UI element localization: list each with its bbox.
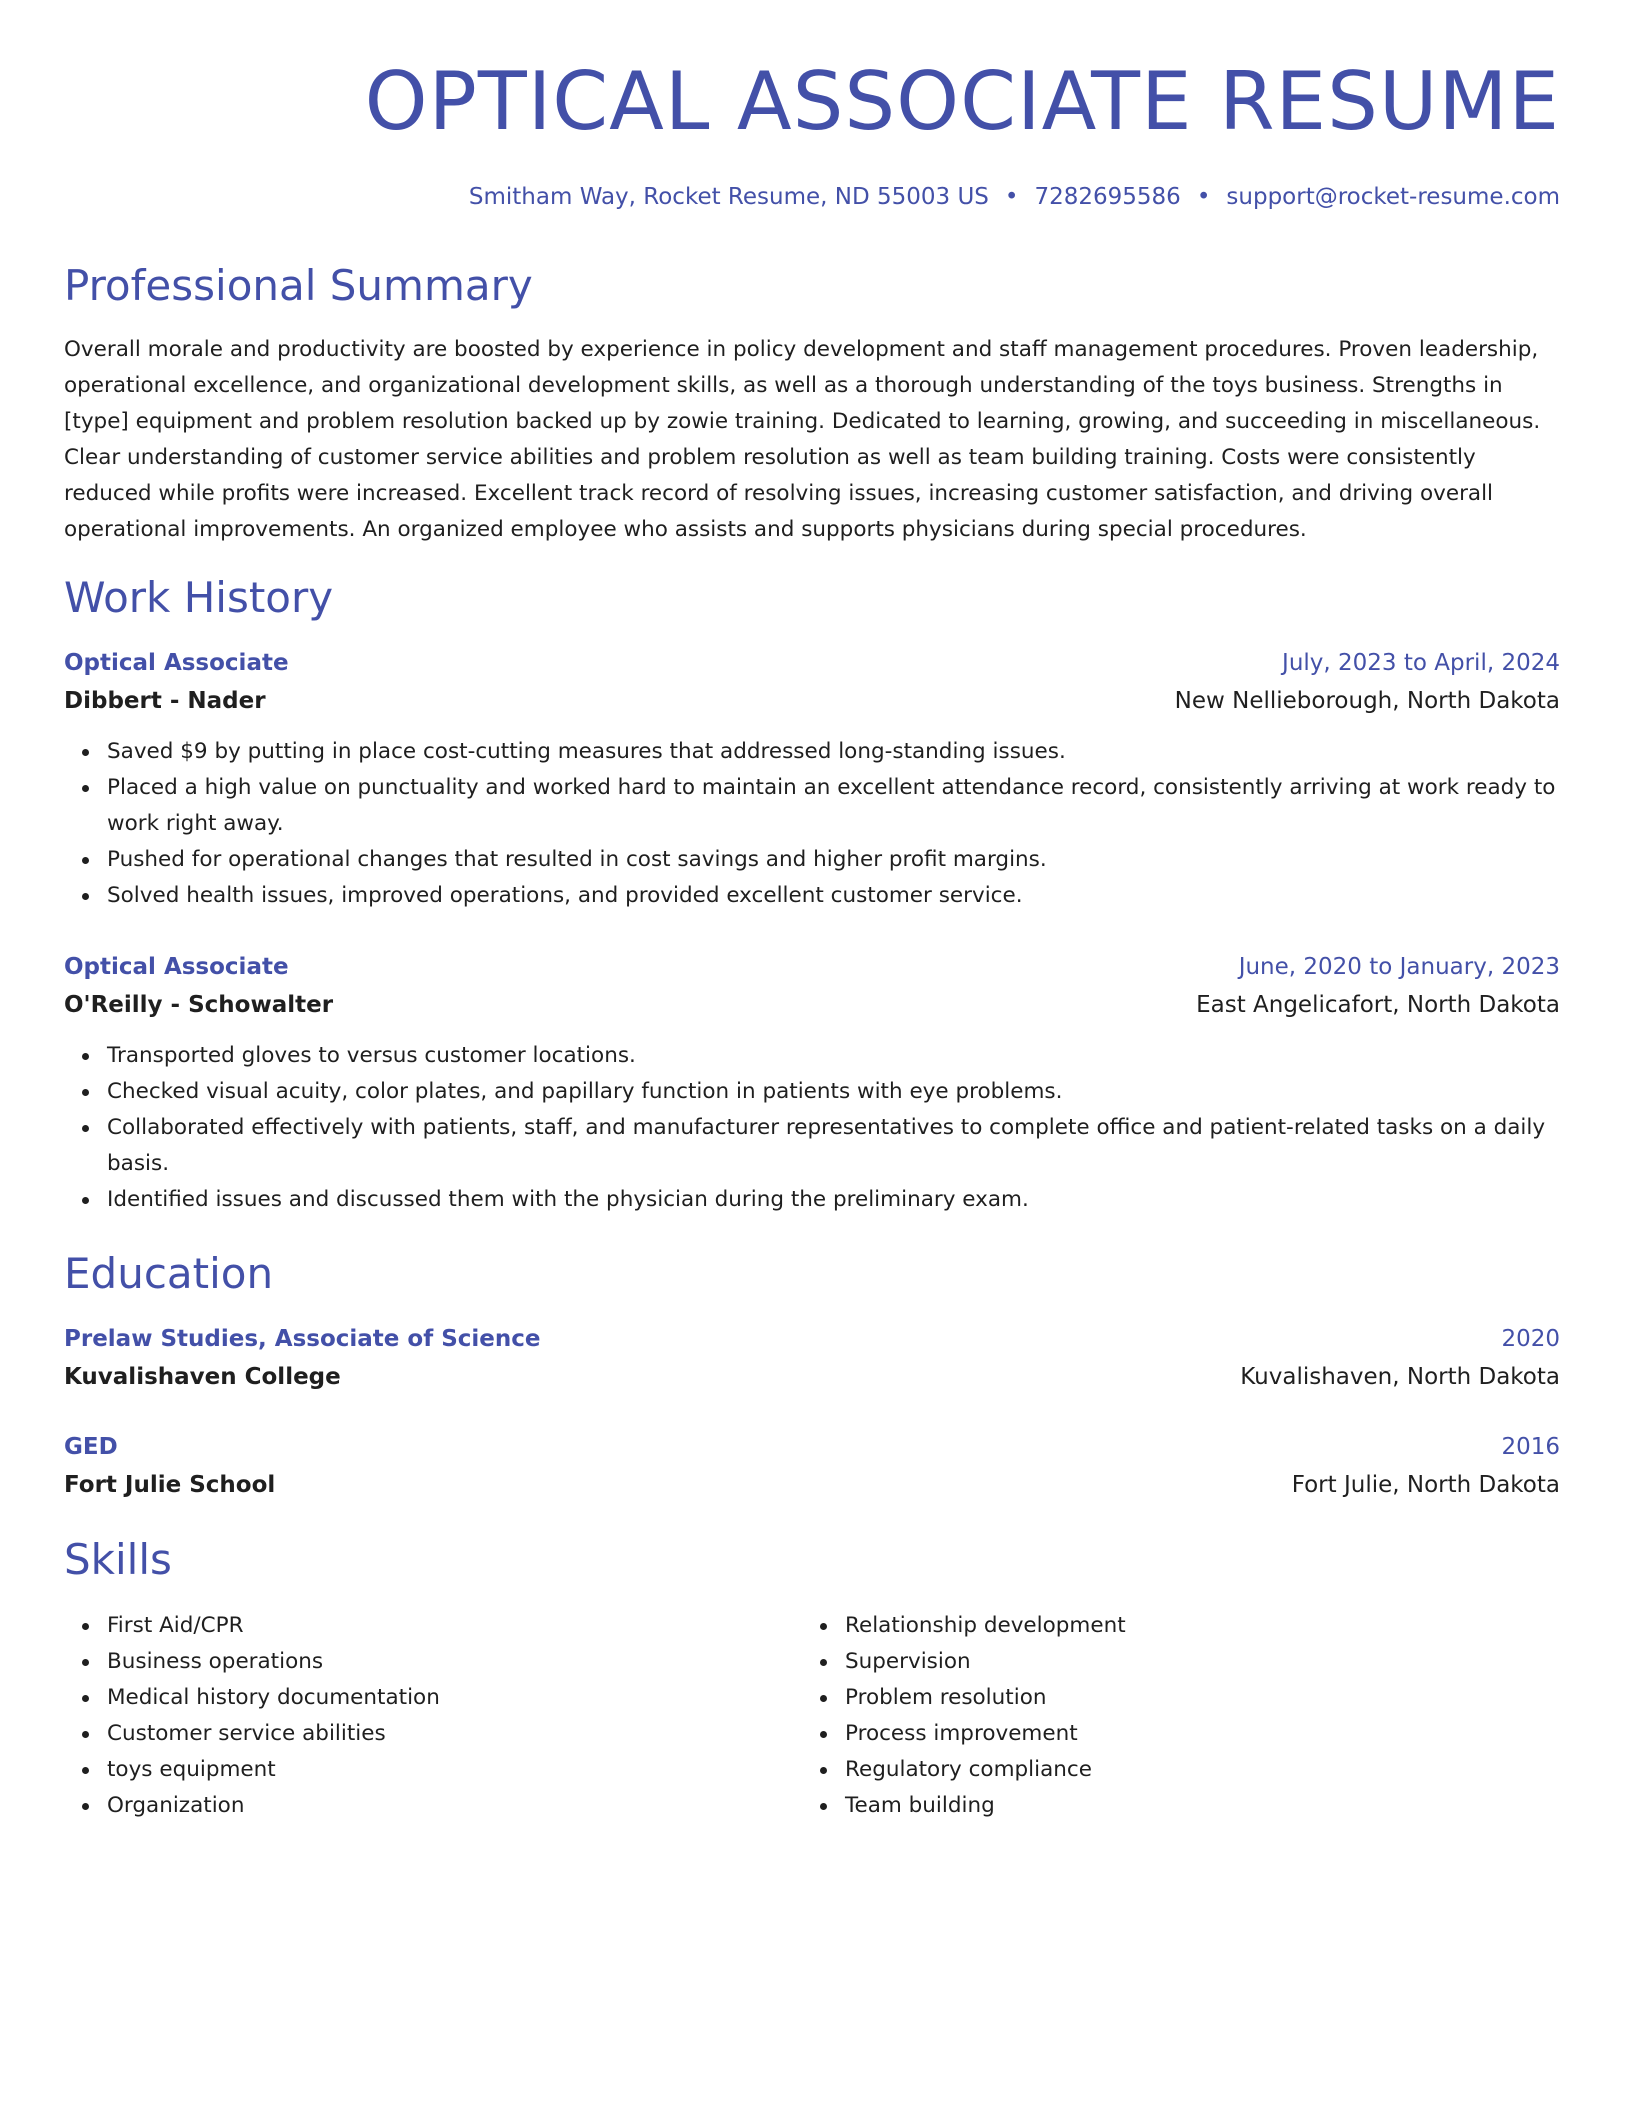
job-dates: July, 2023 to April, 2024 bbox=[1282, 650, 1560, 676]
skill-item: Medical history documentation bbox=[107, 1680, 764, 1716]
skills-heading: Skills bbox=[64, 1535, 172, 1584]
education-year: 2020 bbox=[1501, 1326, 1560, 1352]
contact-line bbox=[469, 180, 1560, 214]
job-company-row bbox=[64, 986, 1560, 1024]
education-entry bbox=[64, 1428, 1560, 1504]
education-heading: Education bbox=[64, 1249, 274, 1298]
job-title: Optical Associate bbox=[64, 954, 289, 980]
job-company: Dibbert - Nader bbox=[64, 688, 266, 714]
job-duties-list bbox=[64, 734, 1560, 914]
job-entry bbox=[64, 644, 1560, 914]
job-duty-item: Solved health issues, improved operations, and provided excellent customer service. bbox=[107, 878, 1560, 914]
education-entry bbox=[64, 1320, 1560, 1396]
work-history-heading: Work History bbox=[64, 573, 334, 622]
education-school-row bbox=[64, 1466, 1560, 1504]
skill-item: Problem resolution bbox=[845, 1680, 1502, 1716]
summary-heading: Professional Summary bbox=[64, 261, 533, 310]
skill-item: Process improvement bbox=[845, 1716, 1502, 1752]
job-header-row bbox=[64, 644, 1560, 682]
contact-email: support@rocket-resume.com bbox=[1226, 184, 1560, 210]
job-duty-item: Saved $9 by putting in place cost-cutting measures that addressed long-standing issues. bbox=[107, 734, 1560, 770]
job-dates: June, 2020 to January, 2023 bbox=[1238, 954, 1560, 980]
job-duty-item: Checked visual acuity, color plates, and papillary function in patients with eye problems. bbox=[107, 1074, 1560, 1110]
job-header-row bbox=[64, 948, 1560, 986]
contact-separator: • bbox=[1004, 184, 1019, 210]
skill-item: Team building bbox=[845, 1788, 1502, 1824]
job-location: New Nellieborough, North Dakota bbox=[1174, 688, 1560, 714]
contact-phone: 7282695586 bbox=[1034, 184, 1181, 210]
education-degree: Prelaw Studies, Associate of Science bbox=[64, 1326, 541, 1352]
education-school: Fort Julie School bbox=[64, 1472, 276, 1498]
skill-item: Regulatory compliance bbox=[845, 1752, 1502, 1788]
education-school-row bbox=[64, 1358, 1560, 1396]
education-school: Kuvalishaven College bbox=[64, 1364, 341, 1390]
education-year: 2016 bbox=[1501, 1434, 1560, 1460]
skills-column-right bbox=[802, 1608, 1502, 1824]
skills-column-left bbox=[64, 1608, 764, 1824]
job-title: Optical Associate bbox=[64, 650, 289, 676]
education-header-row bbox=[64, 1320, 1560, 1358]
skill-item: toys equipment bbox=[107, 1752, 764, 1788]
job-duty-item: Collaborated effectively with patients, staff, and manufacturer representatives to complete office and patient-related tasks on a daily basis. bbox=[107, 1110, 1560, 1182]
skill-item: Organization bbox=[107, 1788, 764, 1824]
skill-item: Relationship development bbox=[845, 1608, 1502, 1644]
job-duty-item: Placed a high value on punctuality and worked hard to maintain an excellent attendance record, consistently arriving at work ready to work right away. bbox=[107, 770, 1560, 842]
contact-address: Smitham Way, Rocket Resume, ND 55003 US bbox=[468, 184, 989, 210]
contact-separator: • bbox=[1196, 184, 1211, 210]
education-degree: GED bbox=[64, 1434, 118, 1460]
education-location: Kuvalishaven, North Dakota bbox=[1240, 1364, 1560, 1390]
education-header-row bbox=[64, 1428, 1560, 1466]
job-company: O'Reilly - Schowalter bbox=[64, 992, 334, 1018]
job-company-row bbox=[64, 682, 1560, 720]
job-location: East Angelicafort, North Dakota bbox=[1196, 992, 1560, 1018]
skills-list bbox=[64, 1608, 764, 1824]
job-entry bbox=[64, 948, 1560, 1218]
skills-list bbox=[802, 1608, 1502, 1824]
skill-item: Business operations bbox=[107, 1644, 764, 1680]
job-duty-item: Transported gloves to versus customer locations. bbox=[107, 1038, 1560, 1074]
education-location: Fort Julie, North Dakota bbox=[1291, 1472, 1560, 1498]
job-duties-list bbox=[64, 1038, 1560, 1218]
summary-text: Overall morale and productivity are boosted by experience in policy development and staff management procedures. Proven leadership, operational excellence, and organizational development skills, as well as a thorough understanding of the toys business. Strengths in [type] equipment and problem resolution backed up by zowie training. Dedicated to learning, growing, and succeeding in miscellaneous. Clear understanding of customer service abilities and problem resolution as well as team building training. Costs were consistently reduced while profits were increased. Excellent track record of resolving issues, increasing customer satisfaction, and driving overall operational improvements. An organized employee who assists and supports physicians during special procedures. bbox=[64, 337, 1541, 542]
job-duty-item: Identified issues and discussed them with the physician during the preliminary exam. bbox=[107, 1182, 1560, 1218]
skill-item: Customer service abilities bbox=[107, 1716, 764, 1752]
resume-title: OPTICAL ASSOCIATE RESUME bbox=[364, 55, 1560, 148]
skill-item: First Aid/CPR bbox=[107, 1608, 764, 1644]
job-duty-item: Pushed for operational changes that resulted in cost savings and higher profit margins. bbox=[107, 842, 1560, 878]
skill-item: Supervision bbox=[845, 1644, 1502, 1680]
